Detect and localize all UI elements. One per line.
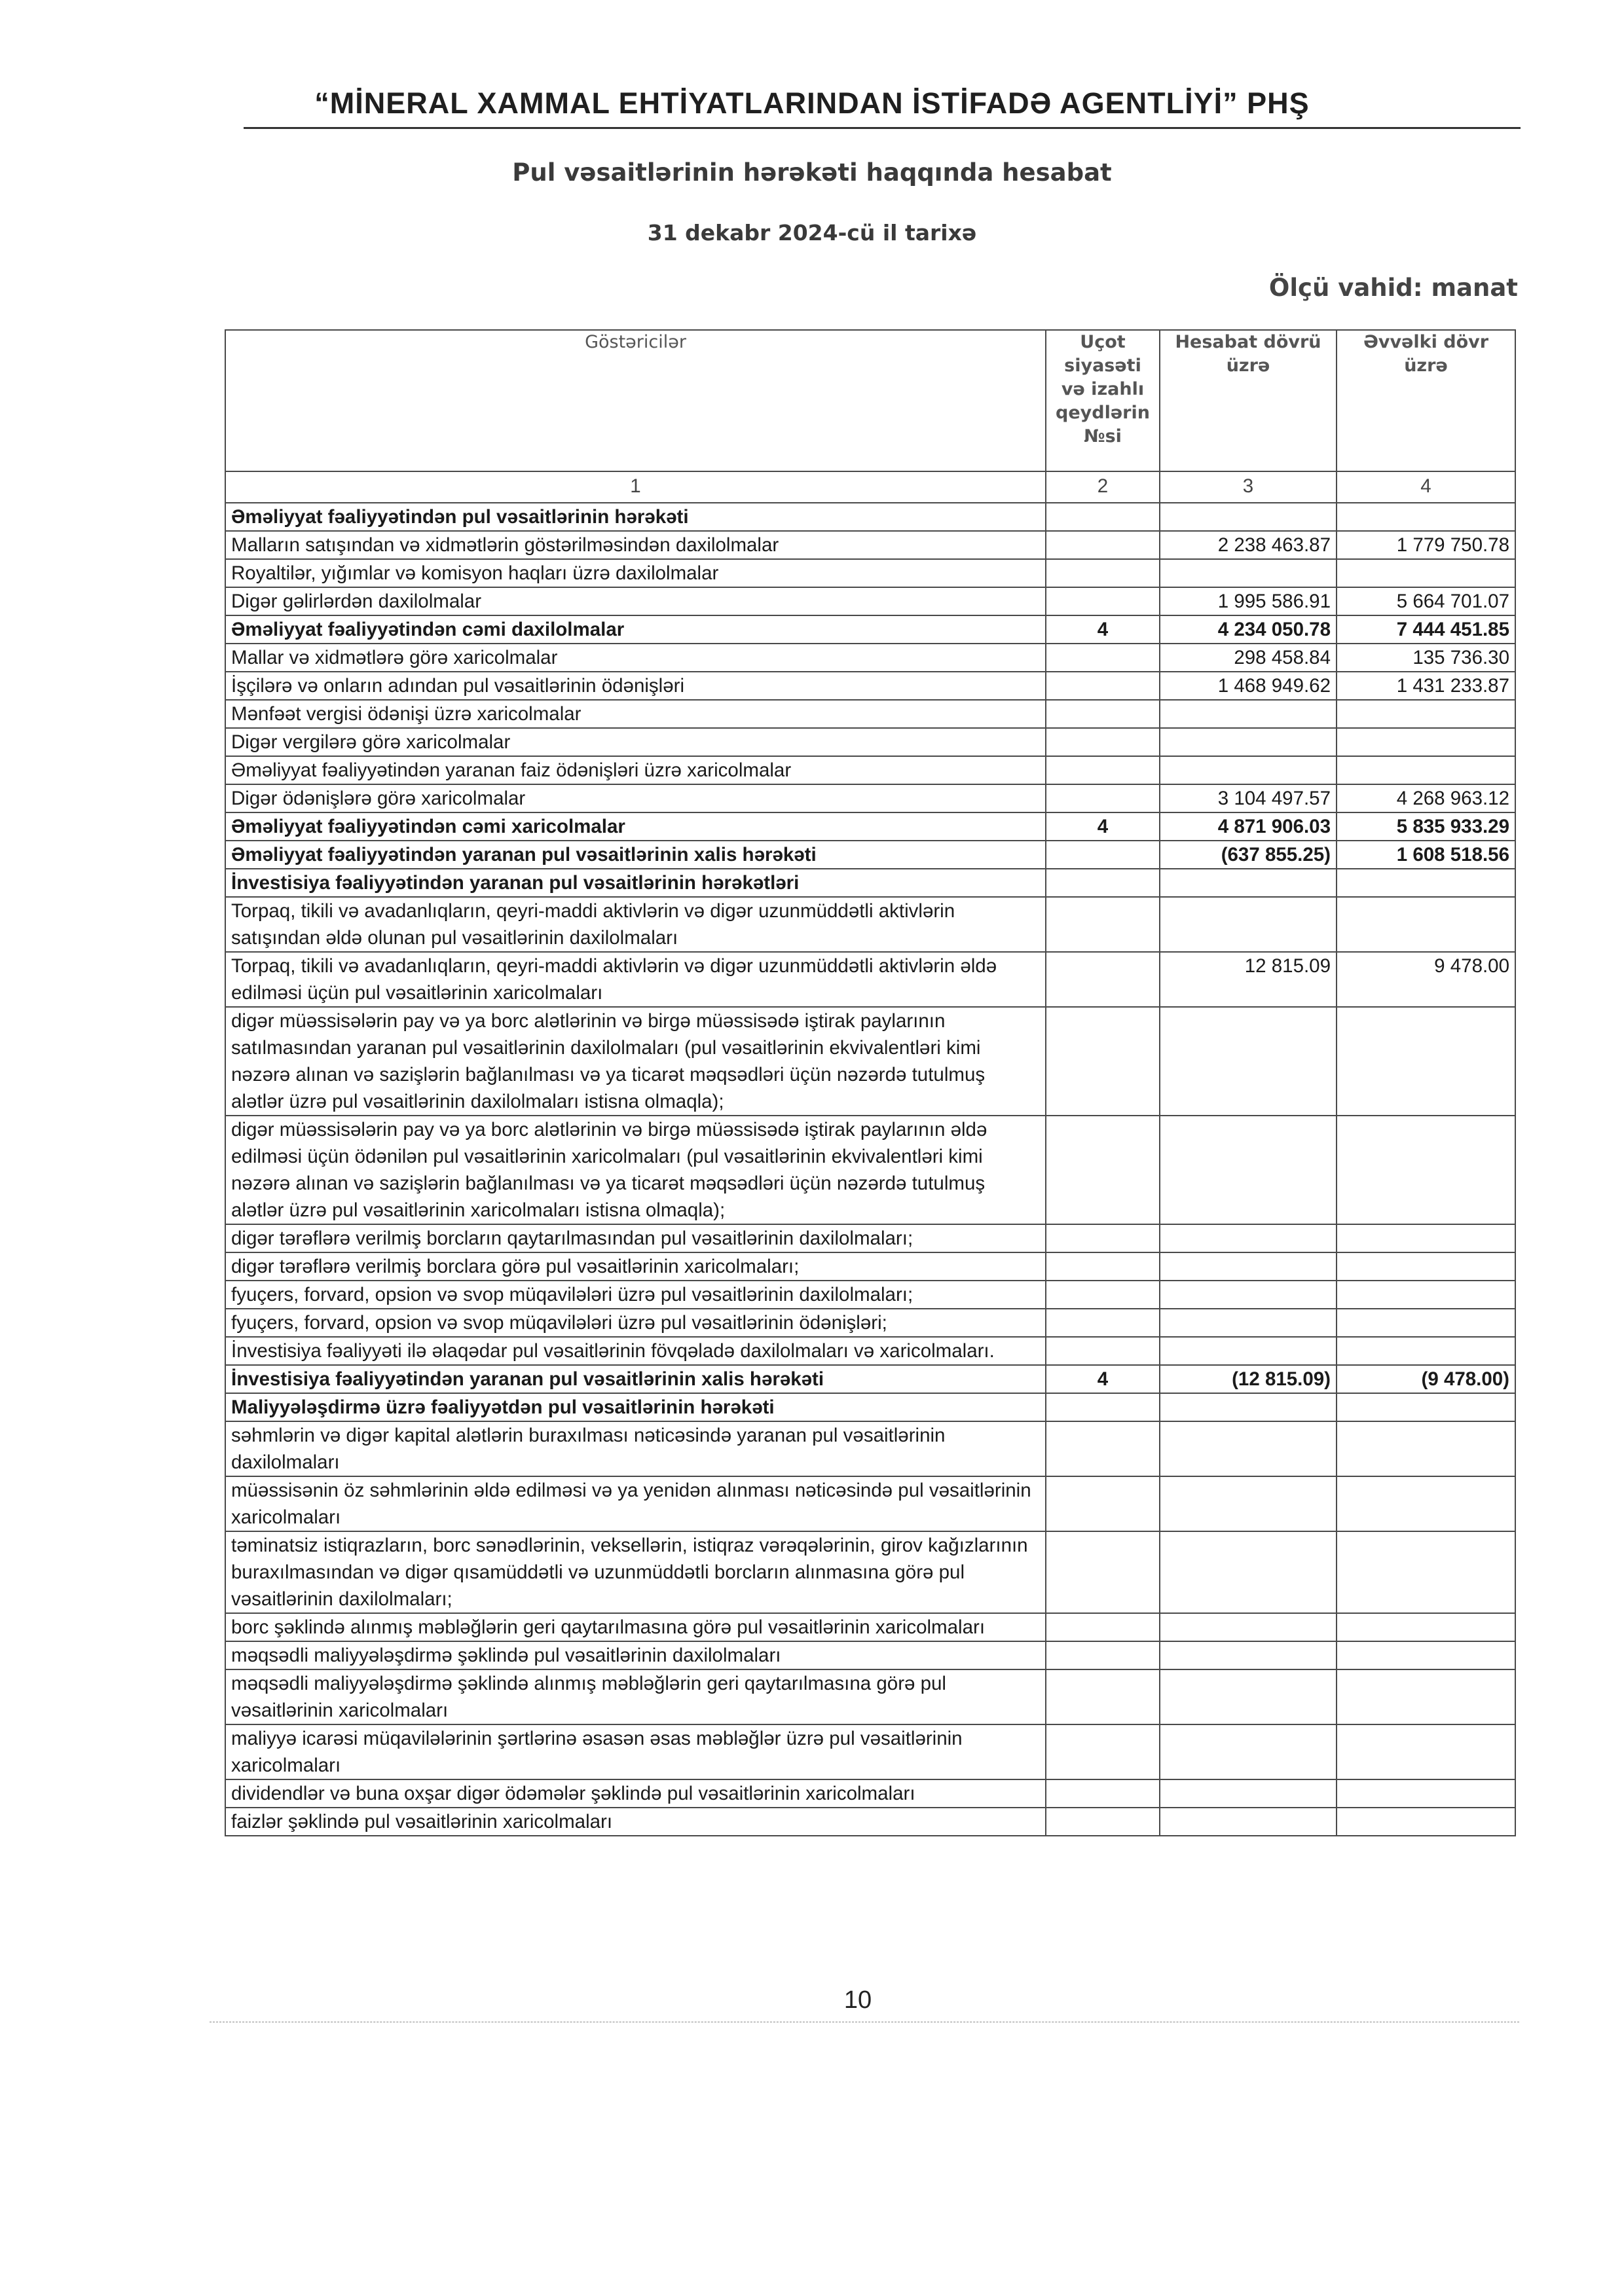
- row-label: Əməliyyat fəaliyyətindən pul vəsaitlərinin hərəkəti: [225, 503, 1046, 531]
- col-header-note: Uçot siyasəti və izahlı qeydlərin №si: [1046, 330, 1160, 471]
- col-number: 1: [225, 471, 1046, 503]
- row-label: Digər gəlirlərdən daxilolmalar: [225, 587, 1046, 615]
- row-label: fyuçers, forvard, opsion və svop müqavilələri üzrə pul vəsaitlərinin daxilolmaları;: [225, 1281, 1046, 1309]
- table-row: [225, 897, 1515, 952]
- row-note: [1046, 587, 1160, 615]
- table-row: [225, 559, 1515, 587]
- report-title: Pul vəsaitlərinin hərəkəti haqqında hesabat: [512, 158, 1112, 187]
- row-label: İnvestisiya fəaliyyəti ilə əlaqədar pul vəsaitlərinin fövqəladə daxilolmaları və xaricolmaları.: [225, 1337, 1046, 1365]
- row-note: [1046, 1808, 1160, 1836]
- row-previous-value: [1337, 869, 1515, 897]
- row-label: müəssisənin öz səhmlərinin əldə edilməsi və ya yenidən alınması nəticəsində pul vəsaitlərinin xaricolmaları: [225, 1476, 1046, 1531]
- table-row: [225, 615, 1515, 644]
- row-note: [1046, 1613, 1160, 1641]
- row-previous-value: 135 736.30: [1337, 644, 1515, 672]
- row-note: [1046, 897, 1160, 952]
- row-previous-value: 1 779 750.78: [1337, 531, 1515, 559]
- table-row: [225, 1531, 1515, 1613]
- row-note: [1046, 1007, 1160, 1116]
- row-current-value: [1160, 1779, 1337, 1808]
- row-label: məqsədli maliyyələşdirmə şəklində pul vəsaitlərinin daxilolmaları: [225, 1641, 1046, 1669]
- table-row: [225, 952, 1515, 1007]
- row-label: İşçilərə və onların adından pul vəsaitlərinin ödənişləri: [225, 672, 1046, 700]
- row-label: Mallar və xidmətlərə görə xaricolmalar: [225, 644, 1046, 672]
- row-previous-value: [1337, 1476, 1515, 1531]
- row-current-value: [1160, 869, 1337, 897]
- row-previous-value: 5 835 933.29: [1337, 812, 1515, 841]
- cash-flow-table: [225, 329, 1516, 1836]
- company-name: “MİNERAL XAMMAL EHTİYATLARINDAN İSTİFADƏ AGENTLİYİ” PHŞ: [314, 86, 1310, 120]
- row-note: 4: [1046, 1365, 1160, 1393]
- row-note: [1046, 728, 1160, 756]
- row-label: dividendlər və buna oxşar digər ödəmələr şəklində pul vəsaitlərinin xaricolmaları: [225, 1779, 1046, 1808]
- col-header-previous: Əvvəlki dövr üzrə: [1337, 330, 1515, 471]
- row-label: Royaltilər, yığımlar və komisyon haqları üzrə daxilolmalar: [225, 559, 1046, 587]
- row-current-value: [1160, 1281, 1337, 1309]
- row-current-value: [1160, 1476, 1337, 1531]
- row-label: maliyyə icarəsi müqavilələrinin şərtlərinə əsasən əsas məbləğlər üzrə pul vəsaitlərinin xaricolmaları: [225, 1724, 1046, 1779]
- table-row: [225, 644, 1515, 672]
- row-current-value: [1160, 1393, 1337, 1421]
- row-previous-value: [1337, 728, 1515, 756]
- row-previous-value: [1337, 559, 1515, 587]
- row-note: [1046, 672, 1160, 700]
- report-date: 31 dekabr 2024-cü il tarixə: [647, 220, 977, 246]
- row-current-value: 3 104 497.57: [1160, 784, 1337, 812]
- row-note: [1046, 1641, 1160, 1669]
- row-note: 4: [1046, 812, 1160, 841]
- table-row: [225, 1252, 1515, 1281]
- row-previous-value: [1337, 1613, 1515, 1641]
- row-label: Digər vergilərə görə xaricolmalar: [225, 728, 1046, 756]
- table-row: [225, 531, 1515, 559]
- row-previous-value: [1337, 700, 1515, 728]
- row-previous-value: [1337, 1224, 1515, 1252]
- row-current-value: [1160, 1641, 1337, 1669]
- row-label: Maliyyələşdirmə üzrə fəaliyyətdən pul vəsaitlərinin hərəkəti: [225, 1393, 1046, 1421]
- table-body: [225, 503, 1515, 1836]
- table-row: [225, 700, 1515, 728]
- row-previous-value: [1337, 1641, 1515, 1669]
- row-previous-value: [1337, 756, 1515, 784]
- page-number: 10: [843, 1986, 872, 2014]
- table-row: [225, 587, 1515, 615]
- row-previous-value: [1337, 1393, 1515, 1421]
- row-current-value: 4 871 906.03: [1160, 812, 1337, 841]
- table-row: [225, 672, 1515, 700]
- row-current-value: [1160, 1224, 1337, 1252]
- row-previous-value: [1337, 1808, 1515, 1836]
- table-row: [225, 784, 1515, 812]
- row-label: borc şəklində alınmış məbləğlərin geri qaytarılmasına görə pul vəsaitlərinin xaricolmaları: [225, 1613, 1046, 1641]
- row-previous-value: [1337, 1724, 1515, 1779]
- row-previous-value: 4 268 963.12: [1337, 784, 1515, 812]
- row-current-value: [1160, 1421, 1337, 1476]
- row-note: [1046, 1476, 1160, 1531]
- row-label: Malların satışından və xidmətlərin göstərilməsindən daxilolmalar: [225, 531, 1046, 559]
- row-current-value: [1160, 1613, 1337, 1641]
- row-note: [1046, 1421, 1160, 1476]
- row-note: [1046, 784, 1160, 812]
- row-note: [1046, 644, 1160, 672]
- row-previous-value: 1 431 233.87: [1337, 672, 1515, 700]
- column-number-row: [225, 471, 1515, 503]
- row-current-value: [1160, 1116, 1337, 1224]
- row-current-value: [1160, 1724, 1337, 1779]
- row-note: [1046, 559, 1160, 587]
- row-previous-value: [1337, 1252, 1515, 1281]
- col-number: 4: [1337, 471, 1515, 503]
- row-label: digər müəssisələrin pay və ya borc alətlərinin və birgə müəssisədə iştirak paylarının satılmasından yaranan pul vəsaitlərinin daxilolmaları (pul vəsaitlərinin ekvivalentləri kimi nəzərə alınan və sazişlərin bağlanılması və ya ticarət məqsədləri üçün nəzərdə tutulmuş alətlər üzrə pul vəsaitlərinin daxilolmaları istisna olmaqla);: [225, 1007, 1046, 1116]
- row-previous-value: [1337, 1007, 1515, 1116]
- row-label: Mənfəət vergisi ödənişi üzrə xaricolmalar: [225, 700, 1046, 728]
- row-previous-value: 5 664 701.07: [1337, 587, 1515, 615]
- row-label: Əməliyyat fəaliyyətindən cəmi xaricolmalar: [225, 812, 1046, 841]
- row-label: Əməliyyat fəaliyyətindən cəmi daxilolmalar: [225, 615, 1046, 644]
- row-current-value: [1160, 1309, 1337, 1337]
- row-note: [1046, 1393, 1160, 1421]
- row-note: [1046, 1669, 1160, 1724]
- table-row: [225, 1224, 1515, 1252]
- row-note: [1046, 1252, 1160, 1281]
- row-current-value: [1160, 700, 1337, 728]
- table-row: [225, 503, 1515, 531]
- table-row: [225, 841, 1515, 869]
- row-note: [1046, 531, 1160, 559]
- table-row: [225, 1007, 1515, 1116]
- row-label: fyuçers, forvard, opsion və svop müqavilələri üzrə pul vəsaitlərinin ödənişləri;: [225, 1309, 1046, 1337]
- table-row: [225, 1281, 1515, 1309]
- unit-label: Ölçü vahid: manat: [1268, 274, 1518, 302]
- row-note: [1046, 1724, 1160, 1779]
- row-current-value: [1160, 897, 1337, 952]
- row-label: Torpaq, tikili və avadanlıqların, qeyri-maddi aktivlərin və digər uzunmüddətli aktivlərin satışından əldə olunan pul vəsaitlərinin daxilolmaları: [225, 897, 1046, 952]
- table-row: [225, 869, 1515, 897]
- row-previous-value: [1337, 1281, 1515, 1309]
- row-current-value: [1160, 503, 1337, 531]
- row-current-value: 12 815.09: [1160, 952, 1337, 1007]
- row-current-value: 1 468 949.62: [1160, 672, 1337, 700]
- row-previous-value: [1337, 503, 1515, 531]
- table-row: [225, 756, 1515, 784]
- row-note: [1046, 756, 1160, 784]
- row-current-value: (637 855.25): [1160, 841, 1337, 869]
- row-previous-value: 9 478.00: [1337, 952, 1515, 1007]
- col-header-indicators: Göstəricilər: [225, 330, 1046, 471]
- table-row: [225, 812, 1515, 841]
- row-current-value: [1160, 1007, 1337, 1116]
- row-label: Əməliyyat fəaliyyətindən yaranan pul vəsaitlərinin xalis hərəkəti: [225, 841, 1046, 869]
- row-label: İnvestisiya fəaliyyətindən yaranan pul vəsaitlərinin xalis hərəkəti: [225, 1365, 1046, 1393]
- table-row: [225, 1476, 1515, 1531]
- row-label: digər müəssisələrin pay və ya borc alətlərinin və birgə müəssisədə iştirak paylarının əldə edilməsi üçün ödənilən pul vəsaitlərinin xaricolmaları (pul vəsaitlərinin ekvivalentləri kimi nəzərə alınan və sazişlərin bağlanılması və ya ticarət məqsədləri üçün nəzərdə tutulmuş alətlər üzrə pul vəsaitlərinin xaricolmaları istisna olmaqla);: [225, 1116, 1046, 1224]
- table-row: [225, 1779, 1515, 1808]
- row-note: [1046, 1224, 1160, 1252]
- row-label: məqsədli maliyyələşdirmə şəklində alınmış məbləğlərin geri qaytarılmasına görə pul vəsaitlərinin xaricolmaları: [225, 1669, 1046, 1724]
- row-previous-value: [1337, 1337, 1515, 1365]
- row-previous-value: [1337, 897, 1515, 952]
- row-note: [1046, 1337, 1160, 1365]
- header-rule: [244, 127, 1521, 129]
- row-current-value: [1160, 756, 1337, 784]
- row-note: [1046, 1309, 1160, 1337]
- row-label: Torpaq, tikili və avadanlıqların, qeyri-maddi aktivlərin və digər uzunmüddətli aktivlərin əldə edilməsi üçün pul vəsaitlərinin xaricolmaları: [225, 952, 1046, 1007]
- row-label: Digər ödənişlərə görə xaricolmalar: [225, 784, 1046, 812]
- row-current-value: 4 234 050.78: [1160, 615, 1337, 644]
- row-label: faizlər şəklində pul vəsaitlərinin xaricolmaları: [225, 1808, 1046, 1836]
- table-row: [225, 728, 1515, 756]
- row-label: təminatsiz istiqrazların, borc sənədlərinin, veksellərin, istiqraz vərəqələrinin, girov kağızlarının buraxılmasından və digər qısamüddətli və uzunmüddətli borcların alınmasına görə pul vəsaitlərinin daxilolmaları;: [225, 1531, 1046, 1613]
- row-previous-value: (9 478.00): [1337, 1365, 1515, 1393]
- row-note: [1046, 1779, 1160, 1808]
- row-note: [1046, 869, 1160, 897]
- row-note: [1046, 1116, 1160, 1224]
- row-current-value: [1160, 1337, 1337, 1365]
- row-previous-value: 1 608 518.56: [1337, 841, 1515, 869]
- row-previous-value: [1337, 1531, 1515, 1613]
- row-note: [1046, 700, 1160, 728]
- row-label: Əməliyyat fəaliyyətindən yaranan faiz ödənişləri üzrə xaricolmalar: [225, 756, 1046, 784]
- table-row: [225, 1613, 1515, 1641]
- col-number: 2: [1046, 471, 1160, 503]
- table-row: [225, 1724, 1515, 1779]
- table-row: [225, 1808, 1515, 1836]
- row-note: [1046, 1531, 1160, 1613]
- table-row: [225, 1641, 1515, 1669]
- row-previous-value: [1337, 1779, 1515, 1808]
- row-current-value: 2 238 463.87: [1160, 531, 1337, 559]
- row-note: [1046, 1281, 1160, 1309]
- row-note: [1046, 952, 1160, 1007]
- table-row: [225, 1337, 1515, 1365]
- row-label: səhmlərin və digər kapital alətlərin buraxılması nəticəsində yaranan pul vəsaitlərinin daxilolmaları: [225, 1421, 1046, 1476]
- row-note: [1046, 503, 1160, 531]
- table-row: [225, 1421, 1515, 1476]
- row-current-value: [1160, 728, 1337, 756]
- table-row: [225, 1116, 1515, 1224]
- row-current-value: 298 458.84: [1160, 644, 1337, 672]
- col-number: 3: [1160, 471, 1337, 503]
- table-row: [225, 1393, 1515, 1421]
- row-label: İnvestisiya fəaliyyətindən yaranan pul vəsaitlərinin hərəkətləri: [225, 869, 1046, 897]
- row-current-value: (12 815.09): [1160, 1365, 1337, 1393]
- row-current-value: [1160, 1808, 1337, 1836]
- row-previous-value: [1337, 1421, 1515, 1476]
- row-current-value: [1160, 559, 1337, 587]
- row-current-value: [1160, 1669, 1337, 1724]
- row-label: digər tərəflərə verilmiş borclara görə pul vəsaitlərinin xaricolmaları;: [225, 1252, 1046, 1281]
- row-current-value: 1 995 586.91: [1160, 587, 1337, 615]
- col-header-current: Hesabat dövrü üzrə: [1160, 330, 1337, 471]
- table-row: [225, 1365, 1515, 1393]
- table-row: [225, 1669, 1515, 1724]
- row-current-value: [1160, 1531, 1337, 1613]
- row-previous-value: [1337, 1669, 1515, 1724]
- row-current-value: [1160, 1252, 1337, 1281]
- table-header-row: [225, 330, 1515, 471]
- row-note: [1046, 841, 1160, 869]
- row-note: 4: [1046, 615, 1160, 644]
- table-row: [225, 1309, 1515, 1337]
- row-previous-value: [1337, 1116, 1515, 1224]
- row-label: digər tərəflərə verilmiş borcların qaytarılmasından pul vəsaitlərinin daxilolmaları;: [225, 1224, 1046, 1252]
- row-previous-value: 7 444 451.85: [1337, 615, 1515, 644]
- row-previous-value: [1337, 1309, 1515, 1337]
